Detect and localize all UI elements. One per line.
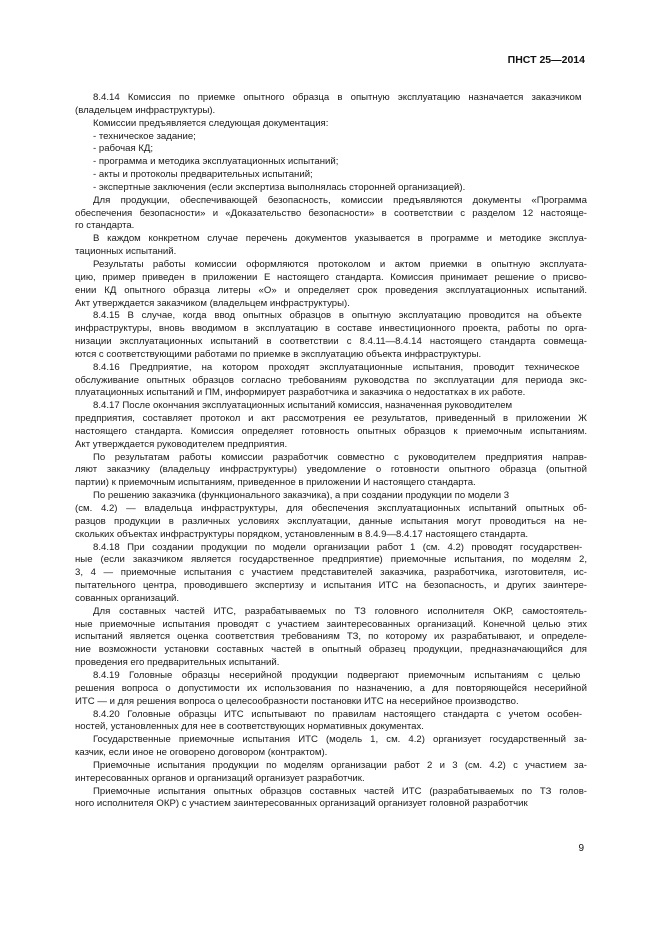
text-line: ного исполнителя ОКР) с участием заинтересованных организаций организует головной разработчик: [75, 798, 528, 810]
text-line: Для составных частей ИТС, разрабатываемых по ТЗ головного исполнителя ОКР, самостоятель-: [93, 605, 587, 617]
text-line: Приемочные испытания продукции по моделям организации работ 2 и 3 (см. 4.2) с участием за-: [93, 759, 587, 771]
text-line: решения вопроса о допустимости их использования по назначению, а для повторяющейся несерийной: [75, 682, 587, 694]
text-line: предприятия, составляет протокол и акт рассмотрения ее результатов, приведенный в приложении Ж: [75, 413, 587, 425]
text-line: интересованных органов и организаций организует разработчик.: [75, 772, 365, 784]
text-line: Комиссии предъявляется следующая документация:: [93, 117, 329, 129]
text-line: 8.4.15 В случае, когда ввод опытных образцов в опытную эксплуатацию проводится на объекте: [93, 310, 582, 322]
text-line: 8.4.18 При создании продукции по модели организации работ 1 (см. 4.2) проводят государствен-: [93, 541, 583, 553]
text-line: ностей, установленных для нее в соответствующих нормативных документах.: [75, 721, 424, 733]
text-line: казчик, если иное не оговорено договором (контрактом).: [75, 747, 328, 759]
text-line: Приемочные испытания опытных образцов составных частей ИТС (разрабатываемых по ТЗ голов-: [93, 785, 587, 797]
text-line: - экспертные заключения (если экспертиза выполнялась сторонней организацией).: [93, 181, 466, 193]
text-line: ИТС — и для решения вопроса о целесообразности постановки ИТС на несерийное производство.: [75, 695, 519, 707]
text-line: ении КД опытного образца литеры «О» и определяет срок проведения эксплуатационных испытаний.: [75, 284, 587, 296]
text-line: разцов продукции в различных условиях эксплуатации, данные испытания могут проводиться на не-: [75, 515, 587, 527]
document-body: [75, 92, 587, 811]
text-line: ные (если заказчиком является государственное предприятие) приемочные испытания, по моделям 2,: [75, 554, 587, 566]
text-line: По решению заказчика (функционального заказчика), а при создании продукции по модели 3: [93, 490, 510, 502]
text-line: скольких объектах инфраструктуры порядком, установленным в 8.4.9—8.4.17 настоящего стандарта.: [75, 528, 529, 540]
text-line: пытательного центра, проводившего экспертизу и испытания ИТС на безопасность, и других заинтере-: [75, 580, 587, 592]
text-line: 8.4.17 После окончания эксплуатационных испытаний комиссия, назначенная руководителем: [93, 400, 513, 412]
text-line: По результатам работы комиссии разработчик совместно с руководителем предприятия направ-: [93, 451, 587, 463]
text-line: 8.4.20 Головные образцы ИТС испытывают по правилам настоящего стандарта с учетом особен-: [93, 708, 583, 720]
text-line: Результаты работы комиссии оформляются протоколом и актом приемки в опытную эксплуата-: [93, 258, 587, 270]
page-number: 9: [578, 843, 584, 854]
text-line: - акты и протоколы предварительных испытаний;: [93, 169, 313, 181]
text-line: - программа и методика эксплуатационных испытаний;: [93, 156, 339, 168]
text-line: Государственные приемочные испытания ИТС (модель 1, см. 4.2) организует государственный за-: [93, 734, 587, 746]
text-line: настоящего стандарта. Комиссия определяет готовность опытных образцов к приемочным испытаниям.: [75, 425, 587, 437]
text-line: сованных организаций.: [75, 592, 180, 604]
text-line: Акт утверждается заказчиком (владельцем инфраструктуры).: [75, 297, 350, 309]
text-line: цию, пример приведен в приложении Е настоящего стандарта. Комиссия принимает решение о присво-: [75, 271, 587, 283]
text-line: - техническое задание;: [93, 130, 196, 142]
text-line: го стандарта.: [75, 220, 135, 232]
text-line: - рабочая КД;: [93, 143, 154, 155]
text-line: ляют заказчику (владельцу инфраструктуры) уведомление о готовности опытного образца (опытной: [75, 464, 587, 476]
text-line: (см. 4.2) — владельца инфраструктуры, для обеспечения эксплуатационных испытаний опытных об-: [75, 503, 587, 514]
text-line: Акт утверждается руководителем предприятия.: [75, 438, 288, 450]
text-line: ние возможности установки составных частей в опытный образец продукции, предназначающийся для: [75, 644, 587, 656]
text-line: обслуживание опытных образцов согласно требованиям руководства по эксплуатации для периода экс-: [75, 374, 587, 386]
text-line: 3, 4 — приемочные испытания с участием представителей заказчика, разработчика, изготовителя, ис-: [75, 567, 587, 579]
text-line: проведения его предварительных испытаний.: [75, 657, 280, 669]
text-line: 8.4.16 Предприятие, на котором проходят эксплуатационные испытания, проводит техническое: [93, 361, 580, 373]
text-line: 8.4.14 Комиссия по приемке опытного образца в опытную эксплуатацию назначается заказчиком: [93, 92, 582, 103]
text-line: низации эксплуатационных испытаний в соответствии с 8.4.11—8.4.14 настоящего стандарта совмеща-: [75, 336, 587, 348]
text-line: тационных испытаний.: [75, 246, 177, 258]
text-line: плуатационных испытаний и ПМ, информирует разработчика и заказчика о недостатках в их работе.: [75, 387, 526, 399]
text-line: инфраструктуры, вновь вводимом в эксплуатацию в составе инвестиционного проекта, работы по орга-: [75, 323, 587, 335]
text-line: испытаний является оценка соответствия требованиям ТЗ, по которому их разрабатывают, и определе-: [75, 631, 587, 643]
text-line: Для продукции, обеспечивающей безопасность, комиссии предъявляются документы «Программа: [93, 194, 587, 206]
text-line: В каждом конкретном случае перечень документов указывается в программе и методике эксплуа-: [93, 233, 587, 245]
text-line: ются с соответствующими работами по приемке в эксплуатацию объекта инфраструктуры.: [75, 348, 482, 360]
document-code-header: ПНСТ 25—2014: [507, 54, 585, 66]
text-line: ные приемочные испытания проводят с участием заинтересованных организаций. Конечной целью этих: [75, 618, 587, 630]
text-line: 8.4.19 Головные образцы несерийной продукции подвергают приемочным испытаниям с целью: [93, 669, 581, 681]
text-line: обеспечения безопасности» и «Доказательство безопасности» в соответствии с разделом 12 настояще-: [75, 207, 587, 219]
text-line: партии) к приемочным испытаниям, приведенное в приложении И настоящего стандарта.: [75, 477, 476, 489]
text-line: (владельцем инфраструктуры).: [75, 104, 216, 116]
